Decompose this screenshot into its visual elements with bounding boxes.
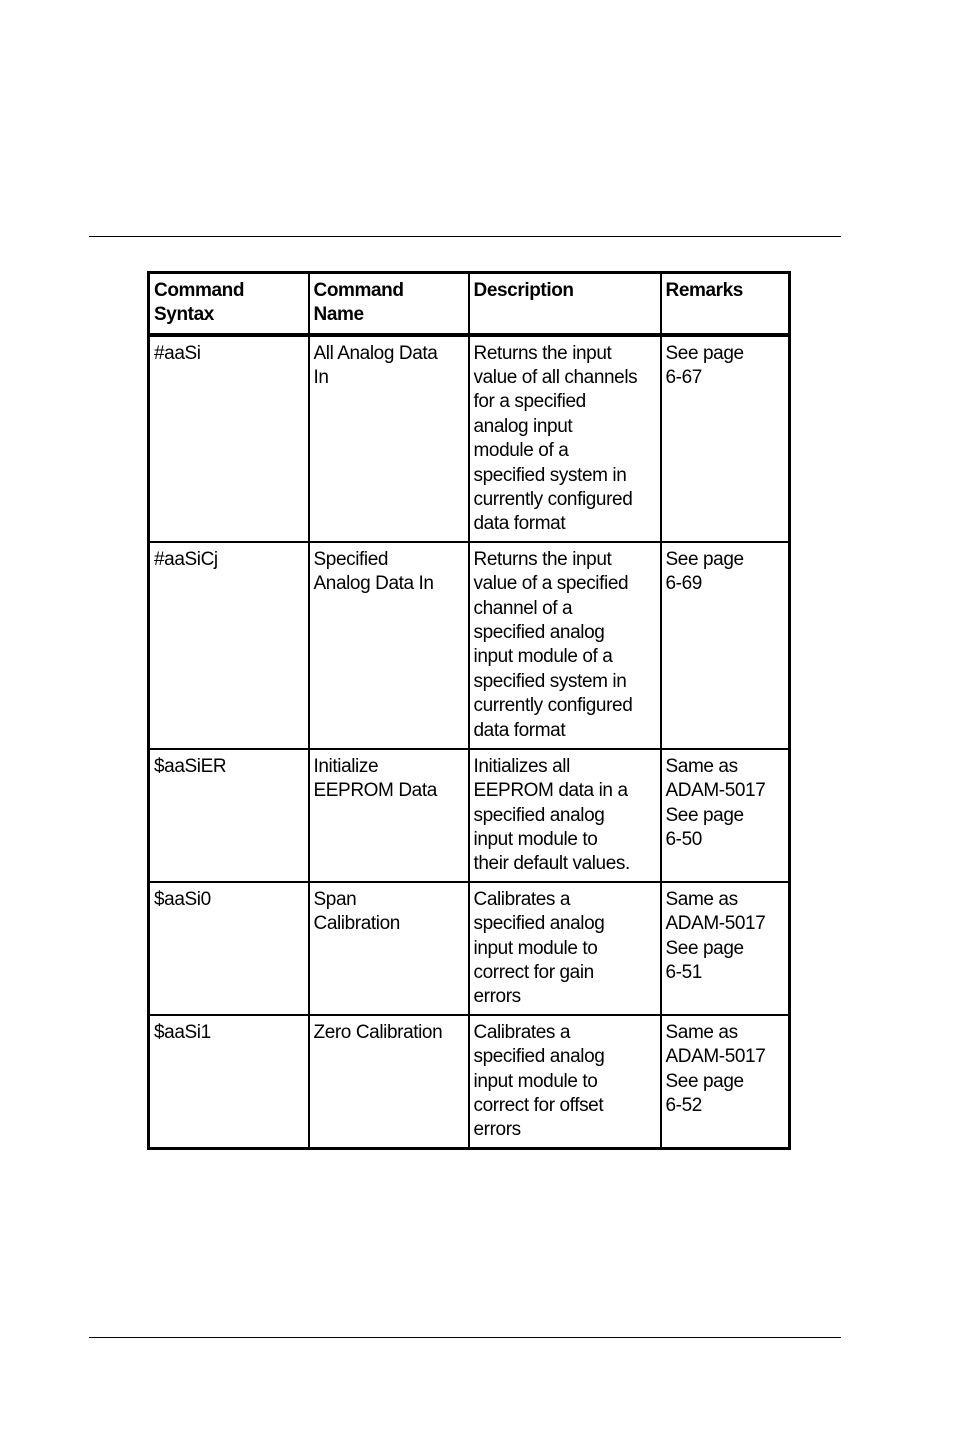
cell-remarks: Same as ADAM-5017 See page 6-52 <box>661 1015 790 1149</box>
cell-description: Returns the input value of a specified channel of a specified analog input module of a specified system in currently configured data format <box>469 542 661 749</box>
table-header-row <box>149 273 790 335</box>
cell-name: Span Calibration <box>309 882 469 1015</box>
cell-syntax: #aaSiCj <box>149 542 309 749</box>
cell-name: Specified Analog Data In <box>309 542 469 749</box>
cell-remarks: See page 6-67 <box>661 335 790 542</box>
table-row <box>149 335 790 542</box>
header-rule <box>89 236 841 237</box>
cell-remarks: Same as ADAM-5017 See page 6-51 <box>661 882 790 1015</box>
cell-syntax: $aaSi0 <box>149 882 309 1015</box>
cell-description: Calibrates a specified analog input module to correct for gain errors <box>469 882 661 1015</box>
cell-description: Calibrates a specified analog input module to correct for offset errors <box>469 1015 661 1149</box>
header-remarks: Remarks <box>661 273 790 335</box>
cell-remarks: Same as ADAM-5017 See page 6-50 <box>661 749 790 882</box>
table-row <box>149 882 790 1015</box>
header-command-syntax: Command Syntax <box>149 273 309 335</box>
cell-name: All Analog Data In <box>309 335 469 542</box>
cell-description: Returns the input value of all channels for a specified analog input module of a specified system in currently configured data format <box>469 335 661 542</box>
table-row <box>149 542 790 749</box>
cell-name: Zero Calibration <box>309 1015 469 1149</box>
table-row <box>149 1015 790 1149</box>
footer-rule <box>89 1337 841 1338</box>
cell-description: Initializes all EEPROM data in a specified analog input module to their default values. <box>469 749 661 882</box>
cell-syntax: $aaSiER <box>149 749 309 882</box>
cell-syntax: $aaSi1 <box>149 1015 309 1149</box>
command-table <box>147 271 791 1150</box>
cell-name: Initialize EEPROM Data <box>309 749 469 882</box>
cell-syntax: #aaSi <box>149 335 309 542</box>
header-command-name: Command Name <box>309 273 469 335</box>
table-row <box>149 749 790 882</box>
cell-remarks: See page 6-69 <box>661 542 790 749</box>
header-description: Description <box>469 273 661 335</box>
